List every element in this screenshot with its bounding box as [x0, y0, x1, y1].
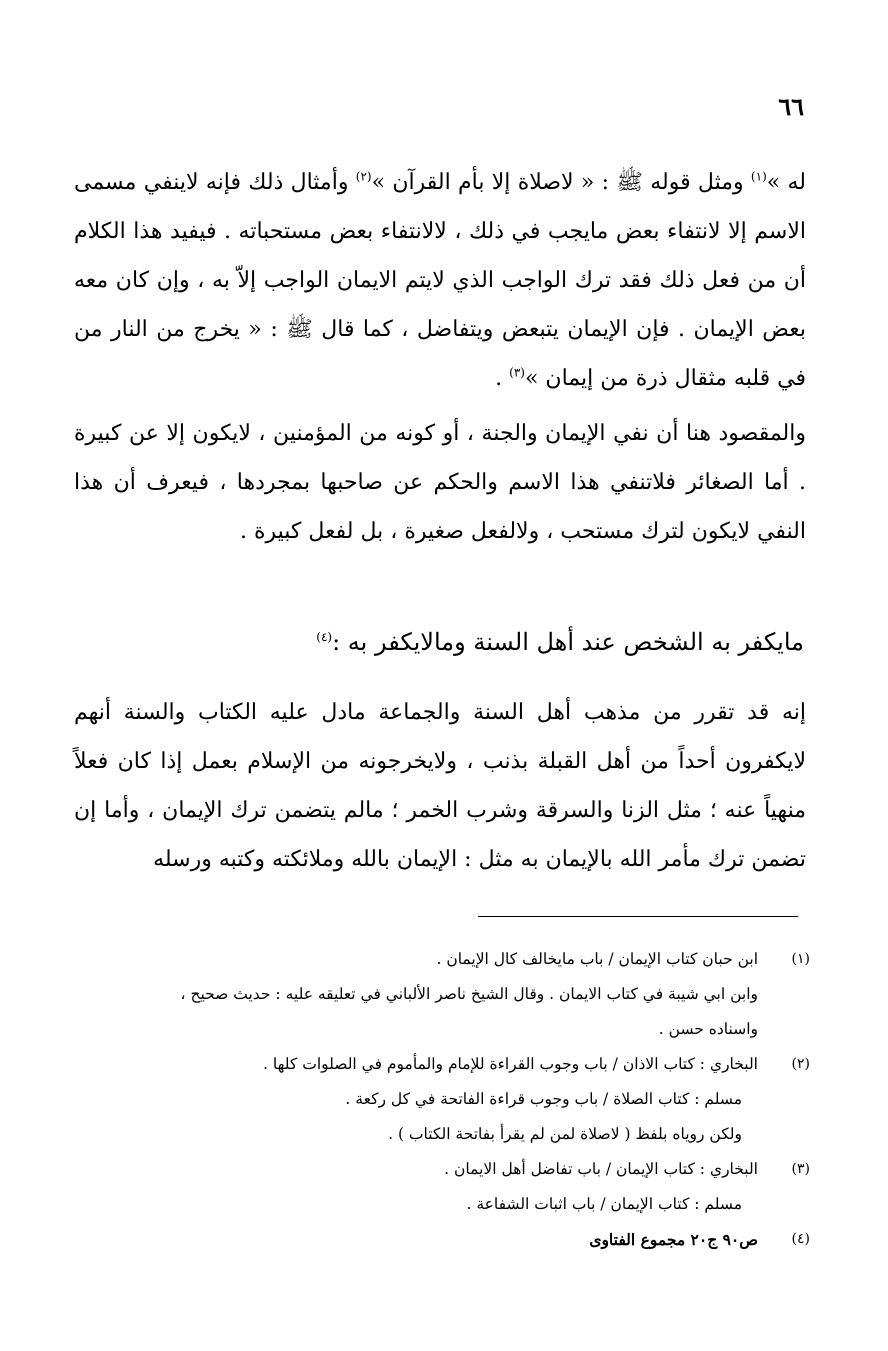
footnote-ref-1: (١) [750, 169, 767, 184]
footnote-ref-3: (٣) [509, 365, 525, 380]
paragraph-1 [74, 158, 806, 403]
paragraph-1-text: . [495, 366, 510, 391]
footnote-1 [70, 942, 810, 1047]
footnote-line: البخاري : كتاب الاذان / باب وجوب القراءة للإمام والمأموم في الصلوات كلها . [263, 1055, 758, 1073]
footnote-line: ولكن روياه بلفظ ( لاصلاة لمن لم يقرأ بفاتحة الكتاب ) . [388, 1125, 742, 1143]
footnote-number: (٢) [791, 1056, 810, 1072]
footnote-line: وابن ابي شيبة في كتاب الايمان . وقال الشيخ ناصر الألباني في تعليقه عليه : حديث صحيح ، [180, 985, 758, 1003]
page-number: ٦٦ [778, 92, 804, 121]
footnote-number: (٣) [791, 1161, 810, 1177]
paragraph-1-text: له » [766, 170, 807, 195]
section-heading-text: مايكفر به الشخص عند أهل السنة ومالايكفر به : [332, 628, 804, 656]
footnote-line: ابن حبان كتاب الإيمان / باب مايخالف كال الإيمان . [436, 950, 758, 968]
paragraph-1-text: وأمثال ذلك فإنه لاينفي مسمى الاسم إلا لانتفاء بعض مايجب في ذلك ، لالانتفاء بعض مستحباته . فيفيد هذا الكلام أن من فعل ذلك فقد ترك الواجب الذي لايتم الايمان الواجب إلاّ به ، وإن كان معه بعض الإيمان . فإن الإيمان يتبعض ويتفاضل ، كما قال ﷺ : « يخرج من النار من في قلبه مثقال ذرة من إيمان » [74, 170, 806, 391]
footnote-line: مسلم : كتاب الإيمان / باب اثبات الشفاعة . [466, 1195, 742, 1213]
paragraph-3: إنه قد تقرر من مذهب أهل السنة والجماعة مادل عليه الكتاب والسنة أنهم لايكفرون أحداً من أهل القبلة بذنب ، ولايخرجونه من الإسلام بعمل إذا كان فعلاً منهياً عنه ؛ مثل الزنا والسرقة وشرب الخمر ؛ مالم يتضمن ترك الإيمان ، وأما إن تضمن ترك مأمر الله بالإيمان به مثل : الإيمان بالله وملائكته وكتبه ورسله [74, 700, 806, 872]
footnote-number: (٤) [791, 1231, 810, 1247]
footnote-2 [70, 1047, 810, 1152]
paragraph-1-text: ومثل قوله ﷺ : « لاصلاة إلا بأم القرآن » [371, 170, 751, 195]
footnote-4 [70, 1222, 810, 1257]
footnote-line: ص٩٠ ج٢٠ مجموع الفتاوى [589, 1230, 758, 1249]
footnote-line: البخاري : كتاب الإيمان / باب تفاضل أهل الايمان . [444, 1160, 758, 1178]
paragraph-2: والمقصود هنا أن نفي الإيمان والجنة ، أو كونه من المؤمنين ، لايكون إلا عن كبيرة . أما الصغائر فلاتنفي هذا الاسم والحكم عن صاحبها بمجردها ، فيعرف أن هذا النفي لايكون لترك مستحب ، ولالفعل صغيرة ، بل لفعل كبيرة . [74, 421, 806, 544]
footnote-3 [70, 1152, 810, 1222]
footnote-separator [478, 916, 798, 917]
section-heading [84, 620, 804, 664]
footnote-line: مسلم : كتاب الصلاة / باب وجوب قراءة الفاتحة في كل ركعة . [345, 1090, 742, 1108]
footnotes [70, 942, 810, 1257]
footnote-line: واسناده حسن . [658, 1020, 758, 1038]
footnote-ref-4: (٤) [316, 630, 333, 644]
footnote-ref-2: (٢) [355, 169, 372, 184]
footnote-number: (١) [791, 951, 810, 967]
